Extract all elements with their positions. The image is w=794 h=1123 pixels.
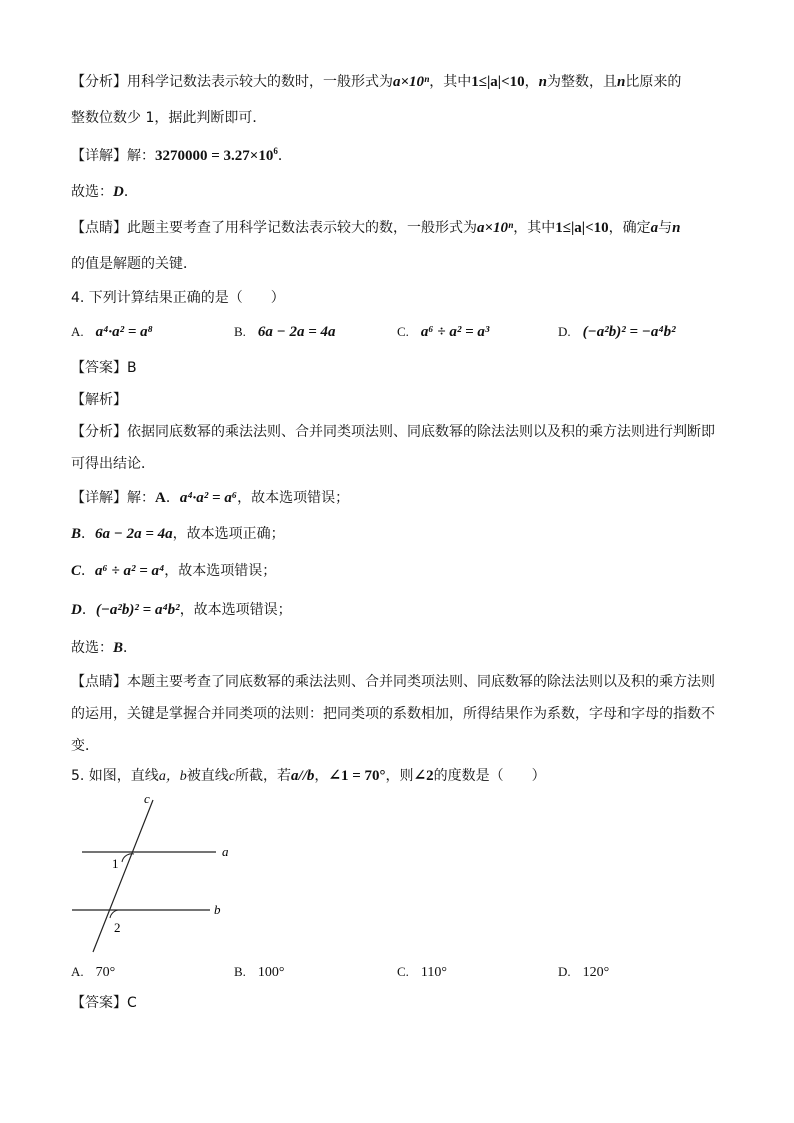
q4-choose: 故选：B． [71,640,138,656]
q4-option-b: B. 6a − 2a = 4a [234,324,336,340]
label-b: b [214,902,221,917]
q4-analysis-line1: 【分析】依据同底数幂的乘法法则、合并同类项法则、同底数幂的除法法则以及积的乘方法则进行判断即 [71,424,715,440]
q5-option-b: B. 100° [234,964,285,980]
q4-detail-d: D．(−a²b)² = a⁴b²，故本选项错误； [71,602,292,618]
q4-detail-c: C．a⁶ ÷ a² = a⁴，故本选项错误； [71,563,277,579]
q5-option-a: A. 70° [71,964,116,980]
line-c [93,800,153,952]
q4-detail-a: 【详解】解：A．a⁴·a² = a⁶，故本选项错误； [71,490,350,506]
detail-equation: $3270000 = 3.27\times 10^6$ [155,146,278,164]
q4-answer: 【答案】B [71,360,137,376]
sci-form: a×10ⁿ [393,74,430,90]
angle-1-arc [122,854,134,862]
q4-comment-line1: 【点睛】本题主要考查了同底数幂的乘法法则、合并同类项法则、同底数幂的除法法则以及积的乘方法则 [71,674,715,690]
label-a: a [222,844,229,859]
q4-option-d: D. (−a²b)² = −a⁴b² [558,324,676,340]
label-1: 1 [112,856,119,871]
q4-stem: 4. 下列计算结果正确的是（ ） [71,290,285,306]
q3-analysis-line1: 【分析】用科学记数法表示较大的数时，一般形式为a×10ⁿ，其中1≤|a|<10，n为整数，且n比原来的 [71,74,682,90]
q3-detail: 【详解】解：$3270000 = 3.27\times 10^6$． [71,146,292,164]
angle-2-arc [110,910,118,918]
q4-jiexi: 【解析】 [71,392,127,408]
q5-stem: 5. 如图，直线a，b被直线c所截，若a//b，∠1 = 70°，则∠2的度数是（ ） [71,768,546,784]
q4-option-c: C. a⁶ ÷ a² = a³ [397,324,490,340]
q4-analysis-line2: 可得出结论． [71,456,155,472]
label-c: c [144,791,150,806]
q3-choose: 故选：D． [71,184,138,200]
analysis-tag: 【分析】 [71,74,127,90]
q3-comment-line2: 的值是解题的关键． [71,256,197,272]
q3-analysis-line2: 整数位数少 1，据此判断即可． [71,110,267,126]
q4-comment-line2: 的运用，关键是掌握合并同类项的法则：把同类项的系数相加，所得结果作为系数，字母和字母的指数不 [71,706,715,722]
q4-detail-b: B．6a − 2a = 4a，故本选项正确； [71,526,285,542]
q5-option-c: C. 110° [397,964,448,980]
q5-figure [60,790,240,960]
label-2: 2 [114,920,121,935]
detail-tag: 【详解】 [71,148,127,164]
range-expr: 1≤|a|<10 [471,74,525,90]
q4-option-a: A. a⁴·a² = a⁸ [71,324,153,340]
q5-answer: 【答案】C [71,995,137,1011]
choose-answer: D [113,184,124,200]
q4-comment-line3: 变． [71,738,99,754]
comment-tag: 【点睛】 [71,220,127,236]
q3-comment-line1: 【点睛】此题主要考查了用科学记数法表示较大的数，一般形式为a×10ⁿ，其中1≤|a|<10，确定a与n [71,220,681,236]
q5-option-d: D. 120° [558,964,610,980]
